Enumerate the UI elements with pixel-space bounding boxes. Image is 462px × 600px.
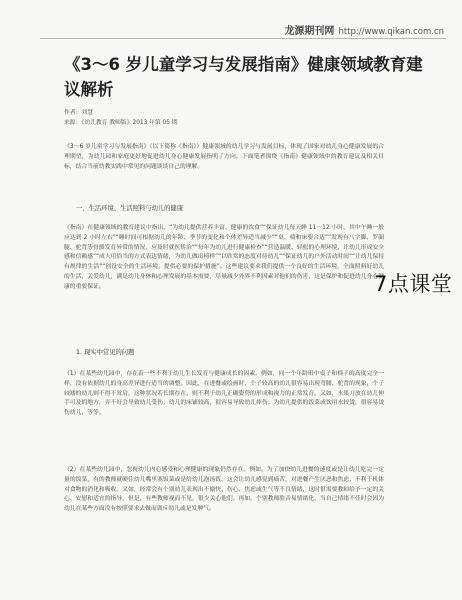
section-heading-1: 一、生活环境、生活照料与幼儿的健康 (76, 205, 184, 212)
site-name: 龙源期刊网 (284, 26, 335, 37)
body-paragraph-3: （2）在某些幼儿园中，忽视幼儿内心感受和心理健康的现象仍然存在。例如，为了加快幼儿进餐的速度或是让幼儿吃完一定量的饭菜，有的教师就硬往幼儿嘴里塞饭菜或是给幼儿泡汤饭，这会让幼儿感觉到痛苦，对进餐产生厌恶和焦虑，不利于机体对食物的消化和吸收。又如，经常会有个别幼儿表现出不愉快、伤心、焦虑或生气等不良情绪，这时很需要教师给予一定的关心、安慰和适宜的指导，但是，有些教师视而不见，很少关心他们。再如，个别教师脸音易情绪化，当自己情绪不佳时会因为幼儿在某些方面没有按照要求去做而训斥幼儿或是发脾气。 (64, 467, 384, 513)
article-author: 作者：刘慧 (64, 110, 93, 116)
article-title: 《3～6 岁儿童学习与发展指南》健康领域教育建议解析 (64, 55, 423, 99)
article-meta (64, 108, 394, 128)
site-url[interactable]: http://www.qikan.com.cn (338, 27, 444, 37)
body-paragraph-1: 《指南》在健康领域的教育建议中指出，“为幼儿提供营养丰富、健康的饮食”“保证幼儿每天睡 11～12 小时，其中午睡一般应达到 2 小时左右”“睡时间可根据幼儿的年龄、季节的变化和个体差异适当减少”“桌、椅和床要合适”“发现有八字脚、罗圈腿、驼背等骨骼发育异常的情况，应及时就医矫治”“每年为幼儿进行健康检查”“营造温暖、轻松的心理环境，让幼儿形成安全感和信赖感”“成人用恰当的方式表达情绪，为幼儿做出榜样”“以欣赏的态度对待幼儿”“保证幼儿的户外活动时间”“让幼儿保持有规律的生活”“创设安全的生活环境，提供必要的保护措施”。这些建议要求我们提供一个良好的生活环境，全面照料好幼儿的生活，关爱幼儿，满足幼儿身体和心理发展的基本需要，尽量减少外界不利因素对他们的伤害，这是保护和促进幼儿身心健康的重要保证。 (64, 225, 384, 290)
body-paragraph-2: （1）在某些幼儿园中，存在着一些不利于幼儿生长发育与健康成长的因素。例如，同一个年龄班中桌子和椅子的高度完全一样，没有依据幼儿的身高差异进行适当的调整。因此，在进餐或绘画时，个子较高的幼儿很容易出现弯腰、驼背的现象，个子较矮的幼儿则不得不耸肩，这种状况若长期存在，则不利于幼儿正确姿势的形成和视力的正常发育。又如，水果刀放在幼儿伸手可及的地方，弄不好会导致幼儿受伤；幼儿的床铺较高，很容易导致幼儿摔伤；为幼儿提供的饭菜或饮用水较烫，很容易烫伤幼儿，等等。 (64, 371, 384, 417)
section-heading-2: 1. 现实中常见的问题 (76, 349, 135, 356)
article-source: 来源：《幼儿教育 教师版》2013 年第 05 期 (64, 120, 178, 126)
watermark-text: 7点课堂 (374, 272, 453, 296)
header-divider (40, 38, 446, 39)
intro-paragraph: 《3～6 岁儿童学习与发展指南》（以下简称《指南》）健康领域的幼儿学习与发展目标，体现了国家对幼儿身心健康发展的合理期望，为幼儿园和家庭更好地促进幼儿身心健康发展指明了方向。下面笔者围绕《指南》健康领域中的教育建议及相关目标，结合当前幼教实践中常见的问题谈谈自己的理解。 (64, 144, 384, 170)
site-header (284, 22, 444, 37)
